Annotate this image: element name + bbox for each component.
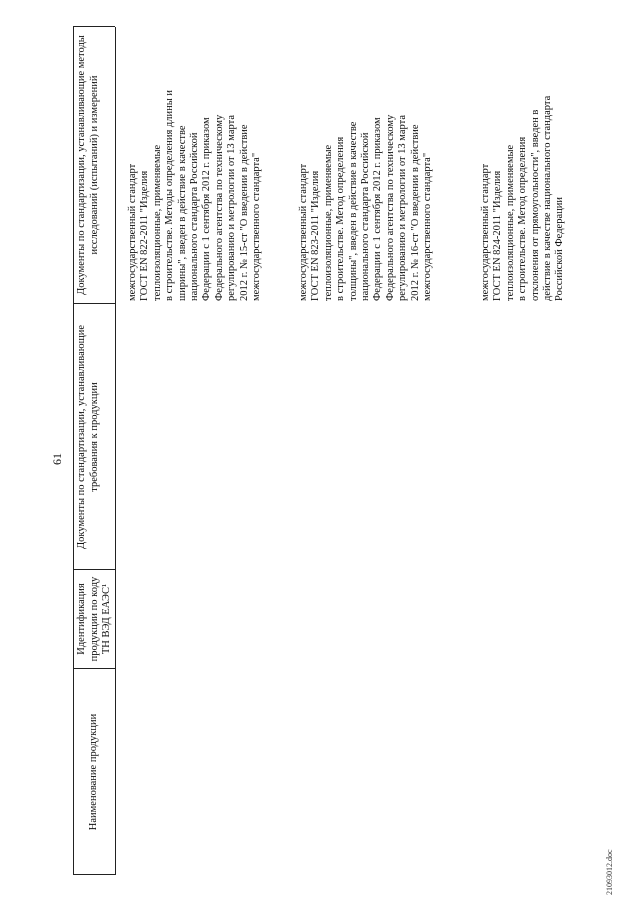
entry-gost-en-822: межгосударственный стандарт ГОСТ EN 822-2011 "Изделия теплоизоляционные, применяемые в строительстве. Методы определения длины и ширины", введен в действие в качестве национального стандарта Российской Федерации с 1 сентября 2012 г. приказом Федерального агентства по техническому регулированию и метрологии от 13 марта 2012 г. № 15-ст "О введении в действие межгосударственного стандарта" bbox=[127, 89, 263, 301]
col-border-3 bbox=[73, 303, 115, 304]
col-border-1 bbox=[73, 668, 115, 669]
col-border-left bbox=[73, 874, 115, 875]
header-tn-ved-code: Идентификация продукции по коду ТН ВЭД ЕАЭС¹ bbox=[76, 576, 112, 662]
col-border-right bbox=[73, 26, 115, 27]
header-product-name: Наименование продукции bbox=[88, 713, 99, 831]
header-requirement-standards: Документы по стандартизации, устанавливающие требования к продукции bbox=[76, 325, 100, 549]
document-file-id: 21093012.doc bbox=[605, 849, 614, 895]
page-number: 61 bbox=[50, 453, 64, 465]
entry-gost-en-823: межгосударственный стандарт ГОСТ EN 823-2011 "Изделия теплоизоляционные, применяемые в строительстве. Метод определения толщины", введен в действие в качестве национального стандарта Российской Федерации с 1 сентября 2012 г. приказом Федерального агентства по техническому регулированию и метрологии от 13 марта 2012 г. № 16-ст "О введении в действие межгосударственного стандарта" bbox=[298, 114, 434, 301]
col-border-2 bbox=[73, 569, 115, 570]
entry-gost-en-824: межгосударственный стандарт ГОСТ EN 824-2011 "Изделия теплоизоляционные, применяемые в строительстве. Метод определения отклонения от прямоугольности", введен в действие в качестве национального стандарта Российской Федерации bbox=[480, 95, 566, 301]
table-top-border bbox=[73, 27, 74, 875]
header-test-method-standards: Документы по стандартизации, устанавливающие методы исследований (испытаний) и измерений bbox=[76, 35, 100, 295]
header-bottom-border bbox=[115, 27, 116, 875]
